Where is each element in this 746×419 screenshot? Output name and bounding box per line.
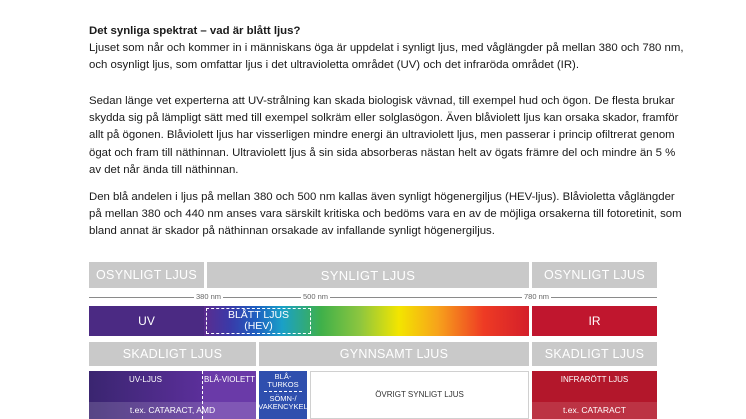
wavelength-ruler [89,297,657,298]
beneficial-light: GYNNSAMT LJUS [259,342,529,366]
hev-label-line2: (HEV) [244,320,273,332]
blue-turquoise-line2: TURKOS [267,380,299,389]
paragraph-visible-light: Ljuset som når och kommer in i människans öga är uppdelat i synligt ljus, med våglängder på mellan 380 och 780 nm, och osynligt ljus, som omfattar ljus i det ultravioletta området (UV) och det infraröda området (IR). [89,42,684,72]
blue-violet-label: BLÅ-VIOLETT [203,375,256,384]
blue-turquoise-cell [259,371,307,419]
uv-light-label: UV-LJUS [129,375,162,384]
sleep-line2: VAKENCYKEL [258,402,308,411]
header-invisible-light-right: OSYNLIGT LJUS [532,262,657,288]
header-visible-light: SYNLIGT LJUS [207,262,529,288]
band-ir: IR [532,306,657,336]
sleep-line1: SÖMN-/ [269,394,297,403]
hev-label-line1: BLÅTT LJUS [227,309,290,321]
header-invisible-light-left: OSYNLIGT LJUS [89,262,204,288]
ir-example: t.ex. CATARACT [532,402,657,419]
tick-780nm: 780 nm [524,292,550,301]
tick-380nm: 380 nm [196,292,222,301]
divider [264,391,302,393]
band-hev-blue-light [206,308,311,334]
infrared-light-label: INFRARÖTT LJUS [560,375,629,384]
blue-turquoise-line1: BLÅ- [274,372,292,381]
paragraph-hev-light: Den blå andelen i ljus på mellan 380 och 500 nm kallas även synligt högenergiljus (HEV-ljus). Blåvioletta våglängder på mellan 380 och 440 nm anses vara särskilt kritiska och bedöms vara en av de möjliga orsakerna till fotoretinit, som bland annat är skador på näthinnan orsakade av infallande synligt högenergiljus. [89,191,682,238]
tick-500nm: 500 nm [303,292,329,301]
other-visible-light-label: ÖVRIGT SYNLIGT LJUS [375,390,464,399]
other-visible-light-cell [310,371,529,419]
harmful-light-left: SKADLIGT LJUS [89,342,256,366]
band-uv: UV [89,306,204,336]
paragraph-uv-damage: Sedan länge vet experterna att UV-strålning kan skada biologisk vävnad, till exempel hud och ögon. De flesta brukar skydda sig på lämpligt sätt med till exempel solkräm eller solglasögon. Även blåviolett ljus kan orsaka skador, framför allt på ögonen. Blåviolett ljus har visserligen mindre energi än ultraviolett ljus, men passerar i princip ofiltrerat genom ögat och fram till näthinnan. Ultraviolett ljus å sin sida absorberas nästan helt av ögats främre del och mindre än 5 % av det når ända till näthinnan. [89,95,679,176]
uv-example: t.ex. CATARACT, AMD [89,402,256,419]
article-heading: Det synliga spektrat – vad är blått ljus? [89,25,301,37]
harmful-light-right: SKADLIGT LJUS [532,342,657,366]
